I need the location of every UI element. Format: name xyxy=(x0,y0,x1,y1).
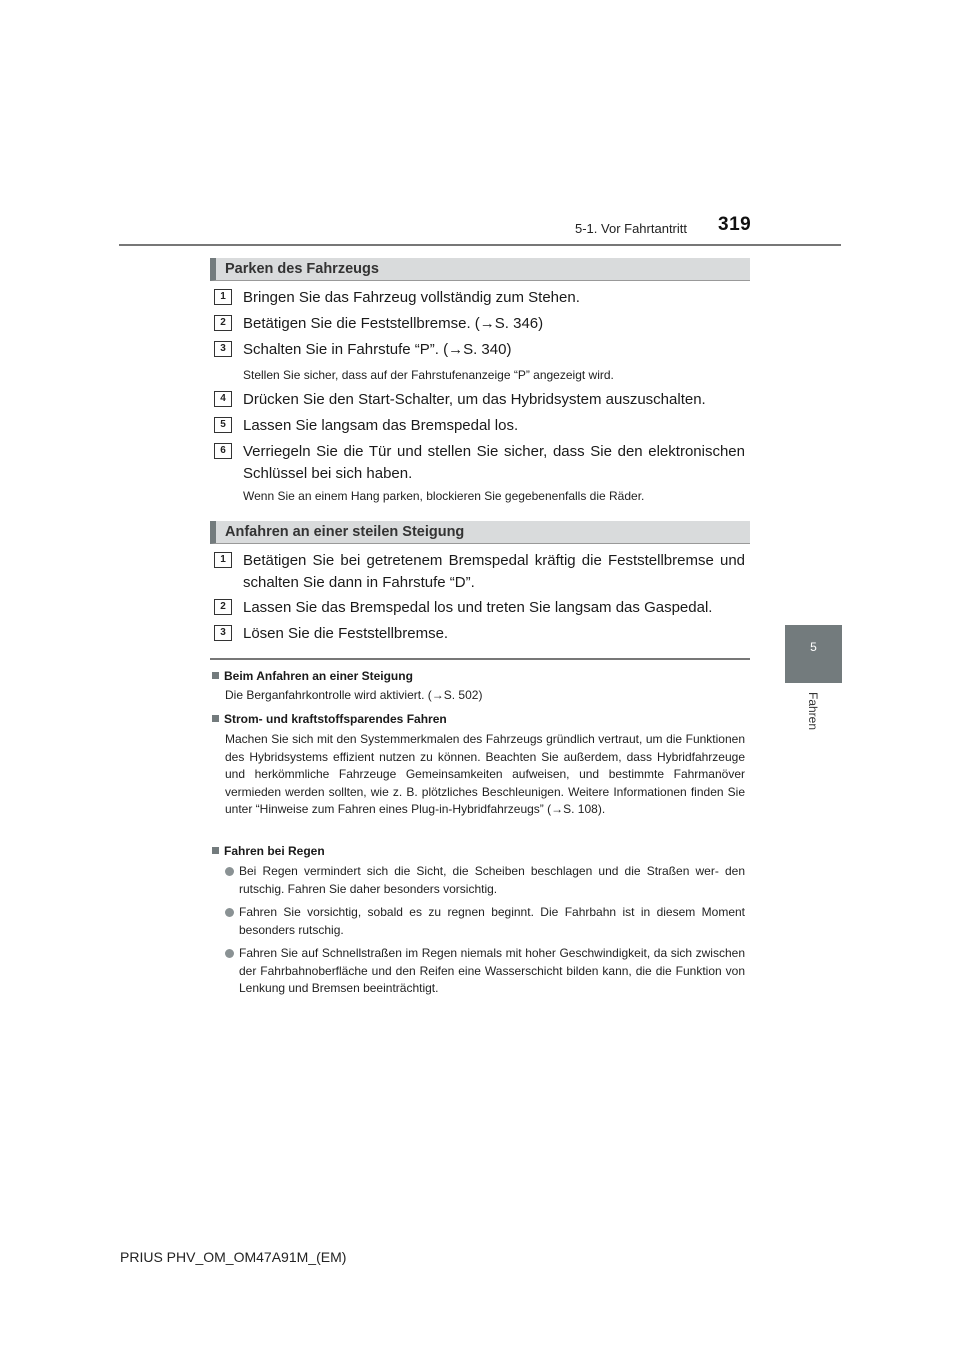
square-bullet-icon xyxy=(212,715,219,722)
chapter-tab-number: 5 xyxy=(810,640,817,654)
step-number: 2 xyxy=(214,599,232,615)
rain-tip-text: Fahren Sie auf Schnellstraßen im Regen niemals mit hoher Geschwindigkeit, da sich zwischen der Fahrbahnoberfläche und den Reifen eine Wasserschicht bilden kann, die die Funktion von Lenkung und Bremsen beeinträchtigt. xyxy=(239,946,745,996)
note-paragraph: Die Berganfahrkontrolle wird aktiviert. (→S. 502) xyxy=(225,688,483,702)
note-heading xyxy=(212,669,413,683)
section-heading-text: Parken des Fahrzeugs xyxy=(225,261,379,277)
square-bullet-icon xyxy=(212,672,219,679)
step-text: Drücken Sie den Start-Schalter, um das Hybridsystem auszuschalten. xyxy=(243,391,706,408)
note-heading xyxy=(212,712,447,726)
rain-tip-item xyxy=(225,863,745,898)
step-note: Wenn Sie an einem Hang parken, blockieren Sie gegebenenfalls die Räder. xyxy=(243,489,645,503)
rain-tip-text: Bei Regen vermindert sich die Sicht, die Scheiben beschlagen und die Straßen wer- den rutschig. Fahren Sie daher besonders vorsichtig. xyxy=(239,864,745,896)
section-heading-parken xyxy=(210,258,750,281)
step-text: Lassen Sie langsam das Bremspedal los. xyxy=(243,417,519,434)
step-text: Betätigen Sie bei getretenem Bremspedal kräftig die Feststellbremse und schalten Sie dann in Fahrstufe “D”. xyxy=(243,552,745,591)
step-number: 4 xyxy=(214,391,232,407)
step-text: Bringen Sie das Fahrzeug vollständig zum Stehen. xyxy=(243,289,580,306)
chapter-tab-label: Fahren xyxy=(806,692,820,731)
step-number: 1 xyxy=(214,289,232,305)
step-text: Lassen Sie das Bremspedal los und treten Sie langsam das Gaspedal. xyxy=(243,599,713,616)
section-heading-anfahren xyxy=(210,521,750,544)
step-text: Verriegeln Sie die Tür und stellen Sie sicher, dass Sie den elektronischen Schlüssel bei sich haben. xyxy=(243,443,745,482)
header-section-title: 5-1. Vor Fahrtantritt xyxy=(575,221,687,236)
chapter-tab-label-wrap xyxy=(785,692,842,752)
step-number: 6 xyxy=(214,443,232,459)
document-code-footer: PRIUS PHV_OM_OM47A91M_(EM) xyxy=(120,1249,347,1265)
step-number: 5 xyxy=(214,417,232,433)
header-divider xyxy=(119,244,841,246)
rain-tip-text: Fahren Sie vorsichtig, sobald es zu regnen beginnt. Die Fahrbahn ist in diesem Moment besonders rutschig. xyxy=(239,905,745,937)
chapter-tab xyxy=(785,625,842,683)
step-text: Lösen Sie die Feststellbremse. xyxy=(243,625,449,642)
note-heading-text: Fahren bei Regen xyxy=(224,844,325,858)
step-number: 2 xyxy=(214,315,232,331)
step-number: 3 xyxy=(214,341,232,357)
step-number: 1 xyxy=(214,552,232,568)
circle-bullet-icon xyxy=(225,908,234,917)
section-heading-text: Anfahren an einer steilen Steigung xyxy=(225,524,465,540)
step-text: Betätigen Sie die Feststellbremse. (→S. 346) xyxy=(243,315,544,332)
step-number: 3 xyxy=(214,625,232,641)
circle-bullet-icon xyxy=(225,867,234,876)
page-number: 319 xyxy=(718,214,752,235)
step-text: Schalten Sie in Fahrstufe “P”. (→S. 340) xyxy=(243,341,512,358)
note-heading-text: Strom- und kraftstoffsparendes Fahren xyxy=(224,712,447,726)
rain-tip-item xyxy=(225,904,745,939)
note-paragraph: Machen Sie sich mit den Systemmerkmalen des Fahrzeugs gründlich vertraut, um die Funktionen des Hybridsystems effizient nutzen zu können. Beachten Sie außerdem, dass Hybridfahrzeuge und herkömmliche Fahrzeuge Gemeinsamkeiten aufweisen, und bestimmte Fahrmanöver vermieden werden sollten, wie z. B. plötzliches Beschleunigen. Weitere Informationen finden Sie unter “Hinweise zum Fahren eines Plug-in-Hybridfahrzeugs” (→S. 108). xyxy=(225,732,745,817)
note-heading-text: Beim Anfahren an einer Steigung xyxy=(224,669,413,683)
rain-tip-item xyxy=(225,945,745,998)
note-heading xyxy=(212,844,325,858)
step-note: Stellen Sie sicher, dass auf der Fahrstufenanzeige “P” angezeigt wird. xyxy=(243,368,614,382)
square-bullet-icon xyxy=(212,847,219,854)
notes-divider xyxy=(210,658,750,660)
circle-bullet-icon xyxy=(225,949,234,958)
